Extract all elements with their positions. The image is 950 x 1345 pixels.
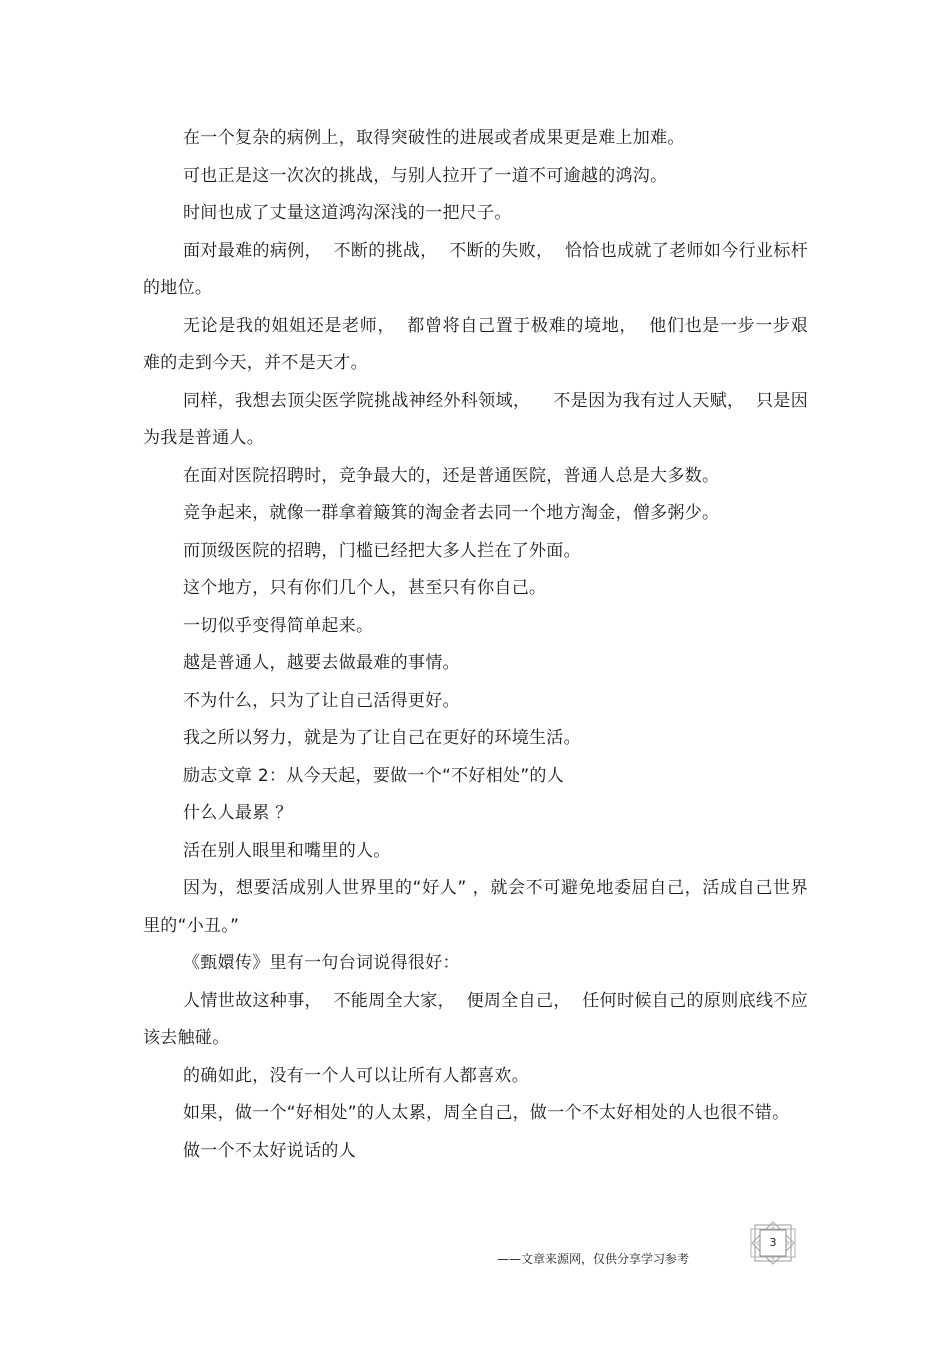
paragraph: 可也正是这一次次的挑战，与别人拉开了一道不可逾越的鸿沟。 <box>183 165 668 186</box>
page-number: 3 <box>769 1236 777 1249</box>
source-note: ——文章来源网，仅供分享学习参考 <box>497 1252 690 1266</box>
paragraph: 而顶级医院的招聘，门槛已经把大多人拦在了外面。 <box>183 540 581 561</box>
paragraph: 在面对医院招聘时，竞争最大的，还是普通医院，普通人总是大多数。 <box>183 465 720 486</box>
paragraph: 竞争起来，就像一群拿着簸箕的淘金者去同一个地方淘金，僧多粥少。 <box>183 503 720 523</box>
paragraph: 时间也成了丈量这道鸿沟深浅的一把尺子。 <box>183 203 512 223</box>
paragraph: 做一个不太好说话的人 <box>183 1140 356 1161</box>
paragraph: 什么人最累 ？ <box>183 803 293 823</box>
paragraph: 《甄嬛传》里有一句台词说得很好： <box>183 953 460 973</box>
paragraph: 这个地方，只有你们几个人，甚至只有你自己。 <box>183 578 547 598</box>
paragraph: 如果，做一个“好相处”的人太累，周全自己，做一个不太好相处的人也很不错。 <box>183 1103 790 1123</box>
page-number-badge <box>749 1221 797 1265</box>
paragraph: 活在别人眼里和嘴里的人。 <box>183 840 391 861</box>
paragraph: 无论是我的姐姐还是老师， 都曾将自己置于极难的境地， 他们也是一步一步艰难的走到今天，并不是天才。 <box>143 315 808 373</box>
paragraph: 一切似乎变得简单起来。 <box>183 615 374 636</box>
paragraph: 越是普通人，越要去做最难的事情。 <box>183 653 460 673</box>
paragraph: 因为，想要活成别人世界里的“好人” ，就会不可避免地委屈自己，活成自己世界里的“小丑。” <box>143 878 808 936</box>
paragraph: 我之所以努力，就是为了让自己在更好的环境生活。 <box>183 728 581 748</box>
paragraph: 人情世故这种事， 不能周全大家， 便周全自己， 任何时候自己的原则底线不应该去触碰。 <box>143 990 808 1048</box>
paragraph: 同样，我想去顶尖医学院挑战神经外科领域， 不是因为我有过人天赋， 只是因为我是普通人。 <box>143 390 808 448</box>
paragraph: 的确如此，没有一个人可以让所有人都喜欢。 <box>183 1065 529 1086</box>
paragraph: 面对最难的病例， 不断的挑战， 不断的失败， 恰恰也成就了老师如今行业标杆的地位。 <box>143 240 808 298</box>
paragraph: 不为什么，只为了让自己活得更好。 <box>183 690 460 711</box>
paragraph: 在一个复杂的病例上，取得突破性的进展或者成果更是难上加难。 <box>183 128 685 148</box>
section-heading: 励志文章 2：从今天起，要做一个“不好相处”的人 <box>183 765 565 786</box>
article-body <box>143 120 808 1170</box>
